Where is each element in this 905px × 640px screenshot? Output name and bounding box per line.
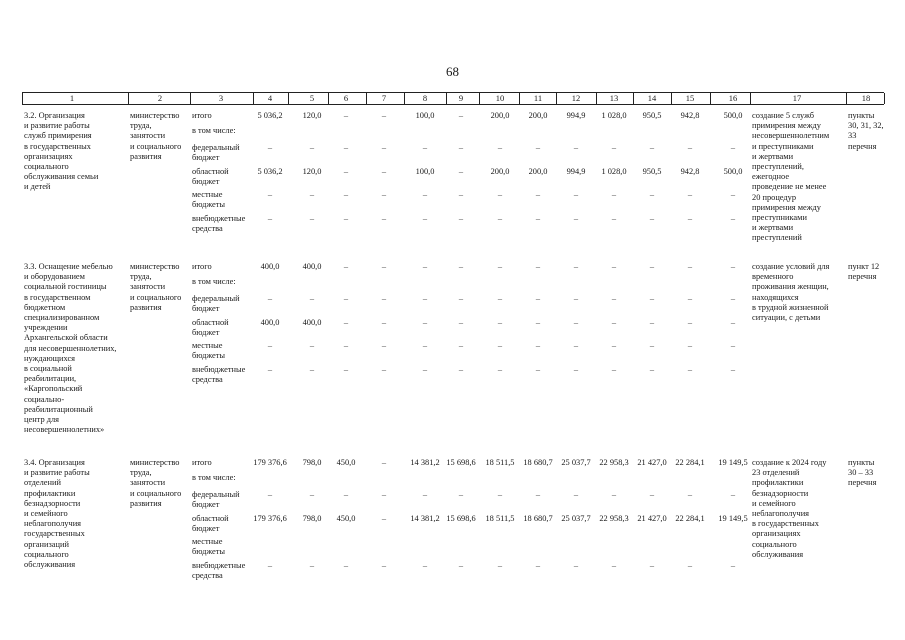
table-header xyxy=(22,92,884,105)
empty-value: – xyxy=(309,294,315,303)
amount-value: 14 381,2 xyxy=(410,458,440,467)
amount-value: 19 149,5 xyxy=(718,458,748,467)
amount-value: 22 284,1 xyxy=(675,514,705,523)
empty-value: – xyxy=(267,143,273,152)
amount-value: 100,0 xyxy=(415,167,435,176)
amount-value: 100,0 xyxy=(415,111,435,120)
executor: министерство труда, занятости и социального развития xyxy=(130,458,182,508)
empty-value: – xyxy=(381,167,387,176)
empty-value: – xyxy=(497,143,503,152)
empty-value: – xyxy=(611,341,617,350)
funding-source: местные бюджеты xyxy=(192,190,226,210)
empty-value: – xyxy=(422,294,428,303)
funding-source: итого xyxy=(192,111,212,120)
funding-source: федеральный бюджет xyxy=(192,143,240,163)
empty-value: – xyxy=(611,190,617,199)
empty-value: – xyxy=(535,561,541,570)
empty-value: – xyxy=(343,294,349,303)
empty-value: – xyxy=(535,341,541,350)
empty-value: – xyxy=(649,294,655,303)
amount-value: 400,0 xyxy=(260,262,280,271)
funding-source: федеральный бюджет xyxy=(192,490,240,510)
amount-value: 5 036,2 xyxy=(257,111,283,120)
empty-value: – xyxy=(309,214,315,223)
empty-value: – xyxy=(458,167,464,176)
empty-value: – xyxy=(730,561,736,570)
empty-value: – xyxy=(309,190,315,199)
empty-value: – xyxy=(687,262,693,271)
empty-value: – xyxy=(649,365,655,374)
amount-value: 950,5 xyxy=(642,111,662,120)
empty-value: – xyxy=(611,561,617,570)
empty-value: – xyxy=(458,190,464,199)
amount-value: 22 958,3 xyxy=(599,458,629,467)
empty-value: – xyxy=(611,214,617,223)
header-col-3: 3 xyxy=(218,93,224,103)
empty-value: – xyxy=(381,294,387,303)
empty-value: – xyxy=(573,490,579,499)
empty-value: – xyxy=(267,341,273,350)
empty-value: – xyxy=(458,262,464,271)
empty-value: – xyxy=(497,294,503,303)
amount-value: 22 958,3 xyxy=(599,514,629,523)
amount-value: 400,0 xyxy=(302,318,322,327)
empty-value: – xyxy=(687,490,693,499)
empty-value: – xyxy=(497,214,503,223)
empty-value: – xyxy=(730,341,736,350)
empty-value: – xyxy=(381,561,387,570)
empty-value: – xyxy=(730,190,736,199)
empty-value: – xyxy=(458,490,464,499)
header-col-10: 10 xyxy=(495,93,505,103)
amount-value: 400,0 xyxy=(302,262,322,271)
amount-value: 15 698,6 xyxy=(446,514,476,523)
empty-value: – xyxy=(381,490,387,499)
amount-value: 18 511,5 xyxy=(485,458,515,467)
empty-value: – xyxy=(422,262,428,271)
empty-value: – xyxy=(343,190,349,199)
funding-source: внебюджетные средства xyxy=(192,561,246,581)
amount-value: 994,9 xyxy=(566,167,586,176)
amount-value: 19 149,5 xyxy=(718,514,748,523)
empty-value: – xyxy=(649,190,655,199)
header-col-16: 16 xyxy=(728,93,738,103)
empty-value: – xyxy=(687,214,693,223)
empty-value: – xyxy=(309,561,315,570)
empty-value: – xyxy=(649,341,655,350)
empty-value: – xyxy=(343,167,349,176)
amount-value: 1 028,0 xyxy=(601,111,627,120)
empty-value: – xyxy=(309,341,315,350)
amount-value: 179 376,6 xyxy=(253,458,287,467)
amount-value: 950,5 xyxy=(642,167,662,176)
amount-value: 450,0 xyxy=(336,514,356,523)
empty-value: – xyxy=(422,214,428,223)
expected-result: создание условий для временного проживания женщин, находящихся в трудной жизненной ситуации, с детьми xyxy=(752,262,830,323)
empty-value: – xyxy=(343,318,349,327)
empty-value: – xyxy=(730,262,736,271)
header-col-11: 11 xyxy=(533,93,543,103)
empty-value: – xyxy=(343,365,349,374)
amount-value: 942,8 xyxy=(680,111,700,120)
empty-value: – xyxy=(458,294,464,303)
reference: пункт 12 перечня xyxy=(848,262,880,282)
amount-value: 18 511,5 xyxy=(485,514,515,523)
funding-source: в том числе: xyxy=(192,473,236,482)
funding-source: областной бюджет xyxy=(192,318,229,338)
amount-value: 120,0 xyxy=(302,167,322,176)
empty-value: – xyxy=(267,490,273,499)
header-col-12: 12 xyxy=(571,93,581,103)
empty-value: – xyxy=(381,458,387,467)
reference: пункты 30, 31, 32, 33 перечня xyxy=(848,111,884,151)
header-col-6: 6 xyxy=(343,93,349,103)
empty-value: – xyxy=(497,365,503,374)
reference: пункты 30 – 33 перечня xyxy=(848,458,877,488)
header-col-13: 13 xyxy=(609,93,619,103)
empty-value: – xyxy=(573,318,579,327)
empty-value: – xyxy=(535,214,541,223)
amount-value: 15 698,6 xyxy=(446,458,476,467)
empty-value: – xyxy=(687,294,693,303)
empty-value: – xyxy=(458,561,464,570)
empty-value: – xyxy=(573,214,579,223)
amount-value: 5 036,2 xyxy=(257,167,283,176)
funding-source: в том числе: xyxy=(192,126,236,135)
empty-value: – xyxy=(687,561,693,570)
funding-source: местные бюджеты xyxy=(192,537,226,557)
empty-value: – xyxy=(381,190,387,199)
amount-value: 798,0 xyxy=(302,514,322,523)
executor: министерство труда, занятости и социального развития xyxy=(130,262,182,312)
amount-value: 179 376,6 xyxy=(253,514,287,523)
amount-value: 21 427,0 xyxy=(637,458,667,467)
empty-value: – xyxy=(458,341,464,350)
empty-value: – xyxy=(458,111,464,120)
empty-value: – xyxy=(343,262,349,271)
amount-value: 400,0 xyxy=(260,318,280,327)
empty-value: – xyxy=(497,190,503,199)
header-col-8: 8 xyxy=(422,93,428,103)
empty-value: – xyxy=(458,214,464,223)
empty-value: – xyxy=(343,341,349,350)
empty-value: – xyxy=(422,561,428,570)
empty-value: – xyxy=(730,365,736,374)
empty-value: – xyxy=(535,262,541,271)
empty-value: – xyxy=(497,341,503,350)
empty-value: – xyxy=(687,365,693,374)
empty-value: – xyxy=(649,490,655,499)
empty-value: – xyxy=(611,318,617,327)
empty-value: – xyxy=(422,143,428,152)
empty-value: – xyxy=(381,262,387,271)
amount-value: 21 427,0 xyxy=(637,514,667,523)
header-col-4: 4 xyxy=(267,93,273,103)
executor: министерство труда, занятости и социального развития xyxy=(130,111,182,161)
empty-value: – xyxy=(497,318,503,327)
empty-value: – xyxy=(343,490,349,499)
empty-value: – xyxy=(573,561,579,570)
amount-value: 18 680,7 xyxy=(523,458,553,467)
header-col-18: 18 xyxy=(861,93,871,103)
empty-value: – xyxy=(573,262,579,271)
amount-value: 25 037,7 xyxy=(561,458,591,467)
empty-value: – xyxy=(309,365,315,374)
amount-value: 120,0 xyxy=(302,111,322,120)
empty-value: – xyxy=(730,318,736,327)
empty-value: – xyxy=(343,214,349,223)
empty-value: – xyxy=(730,214,736,223)
empty-value: – xyxy=(458,318,464,327)
empty-value: – xyxy=(611,262,617,271)
empty-value: – xyxy=(611,294,617,303)
empty-value: – xyxy=(649,214,655,223)
amount-value: 450,0 xyxy=(336,458,356,467)
page-number: 68 xyxy=(446,64,459,79)
empty-value: – xyxy=(573,190,579,199)
amount-value: 200,0 xyxy=(490,111,510,120)
empty-value: – xyxy=(422,341,428,350)
empty-value: – xyxy=(267,190,273,199)
amount-value: 25 037,7 xyxy=(561,514,591,523)
header-col-17: 17 xyxy=(792,93,802,103)
empty-value: – xyxy=(611,490,617,499)
header-col-1: 1 xyxy=(69,93,75,103)
header-col-7: 7 xyxy=(381,93,387,103)
empty-value: – xyxy=(422,490,428,499)
amount-value: 1 028,0 xyxy=(601,167,627,176)
empty-value: – xyxy=(381,514,387,523)
empty-value: – xyxy=(267,561,273,570)
empty-value: – xyxy=(535,190,541,199)
empty-value: – xyxy=(343,561,349,570)
expected-result: создание 5 служб примирения между несовершеннолетним и преступниками и жертвами преступлений, ежегодное проведение не менее 20 процедур примирения между преступниками и жертвами преступлений xyxy=(752,111,830,243)
empty-value: – xyxy=(458,365,464,374)
funding-source: федеральный бюджет xyxy=(192,294,240,314)
amount-value: 798,0 xyxy=(302,458,322,467)
empty-value: – xyxy=(497,561,503,570)
amount-value: 500,0 xyxy=(723,111,743,120)
amount-value: 942,8 xyxy=(680,167,700,176)
measure-name: 3.3. Оснащение мебелью и оборудованием социальной гостиницы в государственном бюджетном специализированном учреждении Архангельской области для несовершеннолетних, нуждающихся в социальной реабилитации, «Каргопольский социально- реабилитационный центр для несовершеннолетних» xyxy=(24,262,117,435)
empty-value: – xyxy=(649,143,655,152)
amount-value: 994,9 xyxy=(566,111,586,120)
empty-value: – xyxy=(649,561,655,570)
empty-value: – xyxy=(267,294,273,303)
funding-source: внебюджетные средства xyxy=(192,214,246,234)
empty-value: – xyxy=(573,341,579,350)
empty-value: – xyxy=(422,365,428,374)
amount-value: 200,0 xyxy=(528,111,548,120)
empty-value: – xyxy=(649,262,655,271)
empty-value: – xyxy=(267,365,273,374)
empty-value: – xyxy=(343,111,349,120)
empty-value: – xyxy=(535,365,541,374)
empty-value: – xyxy=(381,318,387,327)
amount-value: 22 284,1 xyxy=(675,458,705,467)
empty-value: – xyxy=(458,143,464,152)
funding-source: внебюджетные средства xyxy=(192,365,246,385)
empty-value: – xyxy=(730,143,736,152)
empty-value: – xyxy=(535,490,541,499)
empty-value: – xyxy=(381,341,387,350)
empty-value: – xyxy=(535,294,541,303)
funding-source: итого xyxy=(192,262,212,271)
empty-value: – xyxy=(267,214,273,223)
amount-value: 18 680,7 xyxy=(523,514,553,523)
header-col-15: 15 xyxy=(685,93,695,103)
funding-source: итого xyxy=(192,458,212,467)
empty-value: – xyxy=(309,143,315,152)
funding-source: областной бюджет xyxy=(192,514,229,534)
empty-value: – xyxy=(687,341,693,350)
header-col-5: 5 xyxy=(309,93,315,103)
empty-value: – xyxy=(730,490,736,499)
measure-name: 3.4. Организация и развитие работы отделений профилактики безнадзорности и семейного неблагополучия государственных организаций социального обслуживания xyxy=(24,458,90,570)
empty-value: – xyxy=(422,190,428,199)
amount-value: 14 381,2 xyxy=(410,514,440,523)
empty-value: – xyxy=(687,190,693,199)
empty-value: – xyxy=(687,318,693,327)
empty-value: – xyxy=(611,365,617,374)
empty-value: – xyxy=(730,294,736,303)
empty-value: – xyxy=(309,490,315,499)
empty-value: – xyxy=(422,318,428,327)
empty-value: – xyxy=(497,262,503,271)
empty-value: – xyxy=(343,143,349,152)
empty-value: – xyxy=(535,318,541,327)
amount-value: 200,0 xyxy=(528,167,548,176)
amount-value: 200,0 xyxy=(490,167,510,176)
header-col-9: 9 xyxy=(458,93,464,103)
empty-value: – xyxy=(573,143,579,152)
empty-value: – xyxy=(381,365,387,374)
empty-value: – xyxy=(573,294,579,303)
empty-value: – xyxy=(649,318,655,327)
empty-value: – xyxy=(381,214,387,223)
empty-value: – xyxy=(573,365,579,374)
empty-value: – xyxy=(611,143,617,152)
header-col-14: 14 xyxy=(647,93,657,103)
funding-source: областной бюджет xyxy=(192,167,229,187)
empty-value: – xyxy=(535,143,541,152)
header-col-2: 2 xyxy=(157,93,163,103)
empty-value: – xyxy=(497,490,503,499)
empty-value: – xyxy=(687,143,693,152)
empty-value: – xyxy=(381,111,387,120)
measure-name: 3.2. Организация и развитие работы служб примирения в государственных организациях социального обслуживания семьи и детей xyxy=(24,111,99,192)
empty-value: – xyxy=(381,143,387,152)
funding-source: в том числе: xyxy=(192,277,236,286)
amount-value: 500,0 xyxy=(723,167,743,176)
expected-result: создание к 2024 году 23 отделений профилактики безнадзорности и семейного неблагополучия в государственных организациях социального обслуживания xyxy=(752,458,827,559)
funding-source: местные бюджеты xyxy=(192,341,226,361)
